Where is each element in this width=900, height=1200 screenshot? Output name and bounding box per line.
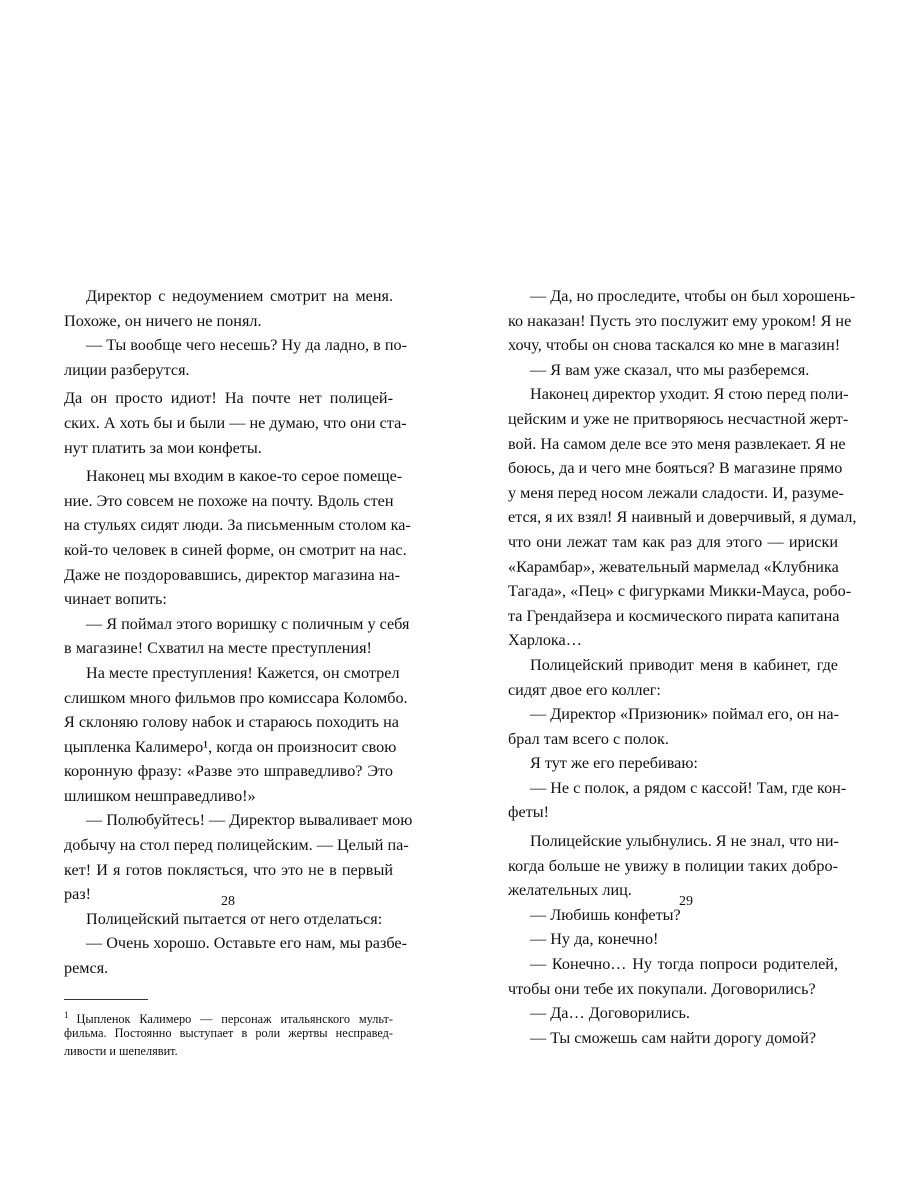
text-line: — Конечно… Ну тогда попроси родителей, <box>530 955 838 974</box>
text-line: — Директор «Призюник» поймал его, он на- <box>530 705 839 724</box>
footnote-line: ливости и шепелявит. <box>64 1043 178 1058</box>
text-line: чтобы они тебе их покупали. Договорились? <box>508 979 816 998</box>
right-page <box>508 284 857 1050</box>
text-line: ется, я их взял! Я наивный и доверчивый, я думал, <box>508 508 857 527</box>
text-line: боюсь, да и чего мне бояться? В магазине прямо <box>508 459 843 478</box>
page-number-left: 28 <box>221 894 235 909</box>
text-line: желательных лиц. <box>508 881 632 900</box>
text-line: — Да, но проследите, чтобы он был хорошень- <box>530 287 856 305</box>
text-line: на стульях сидят люди. За письменным столом ка- <box>64 516 411 535</box>
text-line: чинает вопить: <box>64 590 167 609</box>
text-line: — Я поймал этого воришку с поличным у себя <box>86 614 410 633</box>
footnote-rule <box>64 999 148 1000</box>
text-line: Наконец директор уходит. Я стою перед поли- <box>530 385 849 404</box>
text-line: нут платить за мои конфеты. <box>64 438 262 457</box>
text-line: — Ты вообще чего несешь? Ну да ладно, в по- <box>86 336 407 355</box>
text-line: Да он просто идиот! На почте нет полицей- <box>64 389 393 408</box>
text-line: та Грендайзера и космического пирата капитана <box>508 606 840 625</box>
text-line: что они лежат там как раз для этого — ириски <box>508 532 838 551</box>
text-line: — Очень хорошо. Оставьте его нам, мы разбе- <box>86 934 407 953</box>
text-line: Полицейский пытается от него отделаться: <box>86 909 383 928</box>
text-line: ние. Это совсем не похоже на почту. Вдоль стен <box>64 491 394 510</box>
text-line: Даже не поздоровавшись, директор магазина на- <box>64 565 401 584</box>
text-line: в магазине! Схватил на месте преступления! <box>64 639 372 658</box>
text-line: Я склоняю голову набок и стараюсь походить на <box>64 713 399 732</box>
text-line: добычу на стол перед полицейским. — Целый па- <box>64 836 409 855</box>
text-line: Полицейские улыбнулись. Я не знал, что ни- <box>530 832 839 851</box>
text-line: вой. На самом деле все это меня развлекает. Я не <box>508 434 846 453</box>
text-line: Наконец мы входим в какое-то серое помеще- <box>86 467 403 486</box>
footnote-text: Цыпленок Калимеро — персонаж итальянского мульт- <box>76 1011 393 1026</box>
text-line: — Да… Договорились. <box>530 1004 690 1023</box>
text-line: — Полюбуйтесь! — Директор вываливает мою <box>86 811 413 830</box>
left-page-body <box>64 284 413 981</box>
text-line: цыпленка Калимеро¹, когда он произносит свою <box>64 737 397 756</box>
text-line: феты! <box>508 803 550 822</box>
left-page <box>64 284 413 1060</box>
text-line: сидят двое его коллег: <box>508 680 661 699</box>
text-line: — Ты сможешь сам найти дорогу домой? <box>530 1028 817 1047</box>
text-line: «Карамбар», жевательный мармелад «Клубника <box>508 557 839 576</box>
text-line: Тагада», «Пец» с фигурками Микки-Мауса, робо- <box>508 582 852 601</box>
text-line: у меня перед носом лежали сладости. И, разуме- <box>508 483 844 502</box>
text-line: слишком много фильмов про комиссара Коломбо. <box>64 688 408 707</box>
text-line: — Ну да, конечно! <box>530 930 659 949</box>
text-line: Полицейский приводит меня в кабинет, где <box>530 655 838 674</box>
text-line: — Не с полок, а рядом с кассой! Там, где кон- <box>530 778 847 797</box>
text-line: Я тут же его перебиваю: <box>530 754 698 773</box>
text-line: шлишком нешправедливо!» <box>64 786 256 805</box>
text-line: коронную фразу: «Разве это шправедливо? Это <box>64 762 393 781</box>
text-line: ских. А хоть бы и были — не думаю, что они ста- <box>64 413 407 432</box>
text-line: — Любишь конфеты? <box>530 905 681 924</box>
text-line: Похоже, он ничего не понял. <box>64 311 262 330</box>
footnote-line <box>64 1006 393 1024</box>
text-line: — Я вам уже сказал, что мы разберемся. <box>530 360 810 379</box>
text-line: когда больше не увижу в полиции таких добро- <box>508 856 838 875</box>
text-line: кет! И я готов поклясться, что это не в первый <box>64 860 393 879</box>
text-line: ко наказан! Пусть это послужит ему уроком! Я не <box>508 311 852 330</box>
footnote <box>64 1006 393 1060</box>
footnote-line: фильма. Постоянно выступает в роли жертвы несправед- <box>64 1025 393 1040</box>
text-line: кой-то человек в синей форме, он смотрит на нас. <box>64 540 407 559</box>
right-page-body <box>508 284 857 1050</box>
page-number-right: 29 <box>679 894 693 909</box>
text-line: хочу, чтобы он снова таскался ко мне в магазин! <box>508 336 841 355</box>
text-line: Директор с недоумением смотрит на меня. <box>86 287 393 305</box>
text-line: раз! <box>64 885 92 904</box>
text-line: цейским и уже не притворяюсь несчастной жерт- <box>508 409 849 428</box>
footnote-mark: 1 <box>64 1009 69 1020</box>
text-line: Харлока… <box>508 631 582 650</box>
text-line: ремся. <box>64 959 109 978</box>
text-line: На месте преступления! Кажется, он смотрел <box>86 663 400 682</box>
text-line: брал там всего с полок. <box>508 729 669 748</box>
text-line: лиции разберутся. <box>64 360 190 379</box>
